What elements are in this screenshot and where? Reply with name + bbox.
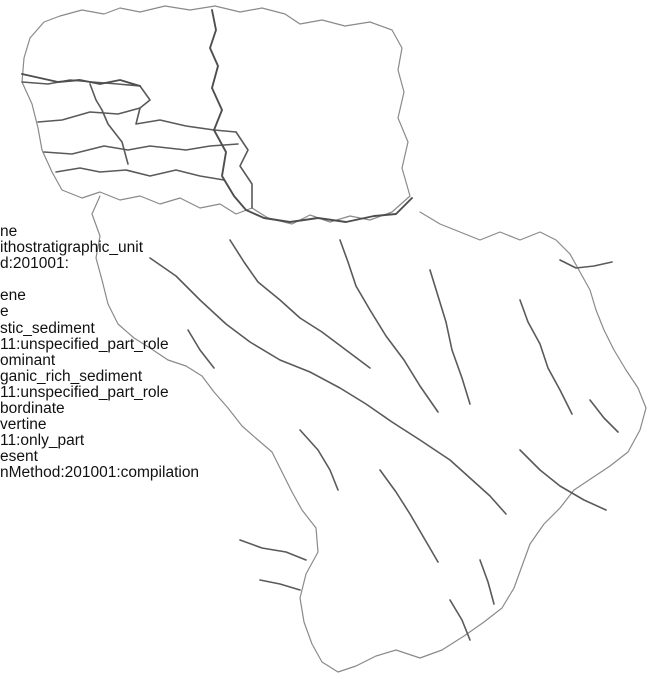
tributary-13 — [300, 430, 338, 490]
northern-subregion-boundary-5 — [44, 144, 238, 154]
tributary-3 — [340, 240, 438, 412]
attribute-line: ene — [0, 287, 26, 305]
attribute-line: vertine — [0, 416, 47, 434]
tributary-6 — [520, 450, 606, 510]
tributary-5 — [520, 300, 572, 414]
tributary-9 — [260, 580, 300, 590]
tributary-7 — [380, 470, 438, 562]
feature-attribute-popup — [0, 224, 300, 482]
attribute-line: d:201001: — [0, 255, 69, 273]
tributary-11 — [560, 260, 612, 268]
tributary-4 — [430, 270, 470, 404]
attribute-line: ne — [0, 223, 18, 240]
attribute-line: e — [0, 303, 9, 321]
attribute-line: esent — [0, 448, 38, 466]
attribute-line: bordinate — [0, 400, 65, 418]
attribute-line: stic_sediment — [0, 319, 95, 337]
attribute-line: 11:only_part — [0, 432, 85, 450]
attribute-line: 11:unspecified_part_role — [0, 335, 169, 353]
northern-subregion-boundary-3 — [90, 84, 128, 164]
northern-subregion-boundary-6 — [56, 168, 224, 180]
attribute-line: ithostratigraphic_unit — [0, 239, 144, 257]
river-southern-boundary — [246, 198, 412, 222]
tributary-14 — [590, 400, 618, 432]
tributary-8 — [240, 540, 306, 560]
attribute-line — [0, 272, 300, 288]
attribute-line: 11:unspecified_part_role — [0, 383, 169, 401]
river-north-south — [210, 10, 246, 210]
attribute-line: ganic_rich_sediment — [0, 367, 143, 385]
northern-subregion-boundary-2 — [38, 108, 140, 122]
tributary-15 — [450, 600, 470, 640]
attribute-line: nMethod:201001:compilation — [0, 464, 200, 482]
attribute-line: ominant — [0, 351, 56, 369]
tributary-10 — [480, 560, 494, 604]
